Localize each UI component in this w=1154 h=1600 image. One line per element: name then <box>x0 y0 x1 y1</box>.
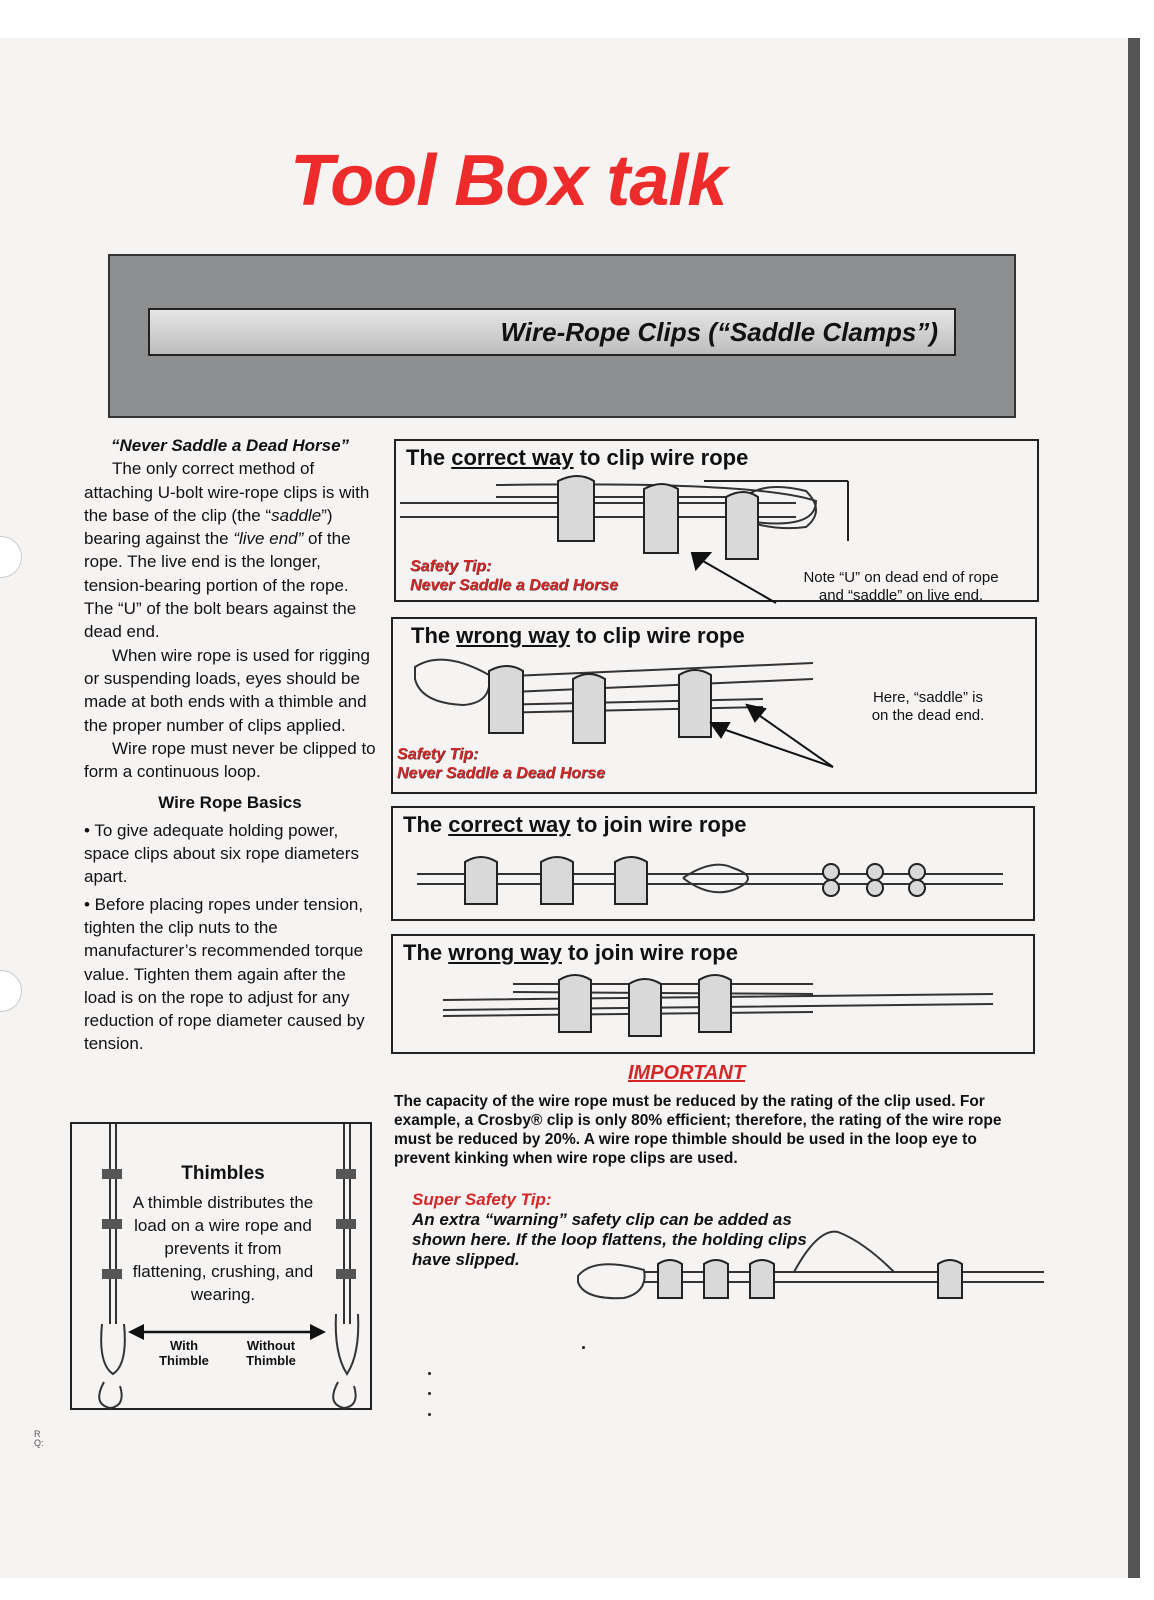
title-key: correct way <box>448 812 571 837</box>
right-rope-eye <box>336 1314 359 1374</box>
title-key: wrong way <box>456 623 570 648</box>
intro-text-c: of the rope. The live end is the longer, tension-bearing portion of the rope. The “U” of the bolt bears against the dead end. <box>84 529 357 642</box>
title-post: to clip wire rope <box>573 445 749 470</box>
title-pre: The <box>403 940 449 965</box>
with-label-line1: With <box>169 1338 199 1353</box>
thimbles-box <box>70 1122 372 1410</box>
tip-text: Never Saddle a Dead Horse <box>397 765 606 782</box>
title-key: wrong way <box>448 940 562 965</box>
important-heading: IMPORTANT <box>628 1062 746 1084</box>
intro-live-end-term: “live end” <box>233 529 304 549</box>
intro-text-a: The only correct method of attaching U-bolt wire-rope clips is with the base of the clip (the “ <box>84 459 370 525</box>
stray-dot <box>582 1346 585 1349</box>
basics-bullet-torque: • Before placing ropes under tension, tighten the clip nuts to the manufacturer’s recommended torque value. Tighten them again after the load is on the rope to adjust for any reduction of rope diameter caused by tension. <box>84 894 365 1054</box>
title-post: to join wire rope <box>561 940 738 965</box>
note-line2: on the dead end. <box>871 707 985 724</box>
warning-clip-illustration <box>574 1218 1044 1308</box>
left-hook <box>99 1382 121 1408</box>
margin-note <box>34 1430 44 1448</box>
thimbles-text: A thimble distributes the load on a wire rope and prevents it from flattening, crushing, and wearing. <box>132 1193 314 1304</box>
tip-label: Safety Tip: <box>397 746 479 763</box>
banner-heading: Wire-Rope Clips (“Saddle Clamps”) <box>500 317 938 347</box>
margin-note-line2: Q: <box>34 1438 44 1448</box>
bullet-dot-2 <box>428 1392 431 1395</box>
bullet-dot-3 <box>428 1413 431 1416</box>
panel1-safety-tip <box>410 557 618 595</box>
title-pre: The <box>403 812 449 837</box>
title-post: to join wire rope <box>570 812 747 837</box>
intro-paragraph <box>84 457 376 643</box>
basics-bullet-spacing: • To give adequate holding power, space clips about six rope diameters apart. <box>84 820 359 887</box>
title-key: correct way <box>451 445 574 470</box>
without-thimble-label <box>236 1338 306 1368</box>
page-edge-shadow <box>1128 38 1140 1578</box>
panel-wrong-join <box>391 934 1035 1054</box>
tip-text: Never Saddle a Dead Horse <box>410 577 619 594</box>
wrong-join-illustration <box>393 936 1037 1056</box>
basics-heading: Wire Rope Basics <box>158 793 302 813</box>
loop-paragraph: Wire rope must never be clipped to form a continuous loop. <box>84 738 376 782</box>
intro-text-b: ”) bearing against the <box>84 505 333 549</box>
bullet-dot-1 <box>428 1372 431 1375</box>
thimbles-description <box>128 1162 318 1306</box>
quote-heading: “Never Saddle a Dead Horse” <box>110 436 350 455</box>
title-banner <box>108 254 1016 418</box>
title-pre: The <box>411 623 457 648</box>
with-thimble-label <box>152 1338 216 1368</box>
title-pre: The <box>406 445 452 470</box>
note-line1: Here, “saddle” is <box>872 689 984 706</box>
title-post: to clip wire rope <box>569 623 745 648</box>
rigging-paragraph: When wire rope is used for rigging or suspending loads, eyes should be made at both ends with a thimble and the proper number of clips applied. <box>84 645 370 735</box>
left-column <box>84 434 376 1056</box>
panel-correct-join <box>391 806 1035 921</box>
note-line2: and “saddle” on live end. <box>818 587 984 604</box>
correct-join-illustration <box>393 808 1037 923</box>
super-tip-heading: Super Safety Tip: <box>412 1190 552 1209</box>
panel2-note <box>853 689 1003 725</box>
left-thimble-eye <box>101 1324 125 1374</box>
banner-plate <box>148 308 956 356</box>
super-tip-text: An extra “warning” safety clip can be added as shown here. If the loop flattens, the holding clips have slipped. <box>412 1210 807 1269</box>
panel2-safety-tip <box>397 745 605 783</box>
panel-wrong-clip <box>391 617 1037 794</box>
page-title: Tool Box talk <box>290 141 727 221</box>
without-label-line2: Thimble <box>246 1353 296 1368</box>
note-line1: Note “U” on dead end of rope <box>803 569 999 586</box>
margin-note-line1: R <box>34 1429 41 1439</box>
intro-saddle-term: saddle <box>271 505 322 525</box>
with-label-line2: Thimble <box>159 1353 209 1368</box>
panel1-note <box>776 569 1026 605</box>
tip-label: Safety Tip: <box>410 558 492 575</box>
without-label-line1: Without <box>246 1338 296 1353</box>
panel-correct-clip <box>394 439 1039 602</box>
thimbles-heading: Thimbles <box>181 1163 265 1184</box>
right-hook <box>333 1382 355 1408</box>
important-text: The capacity of the wire rope must be reduced by the rating of the clip used. For example, a Crosby® clip is only 80% efficient; therefore, the rating of the wire rope must be reduced by 20%. A wire rope thimble should be used in the loop eye to prevent kinking when wire rope clips are used. <box>394 1093 1002 1167</box>
